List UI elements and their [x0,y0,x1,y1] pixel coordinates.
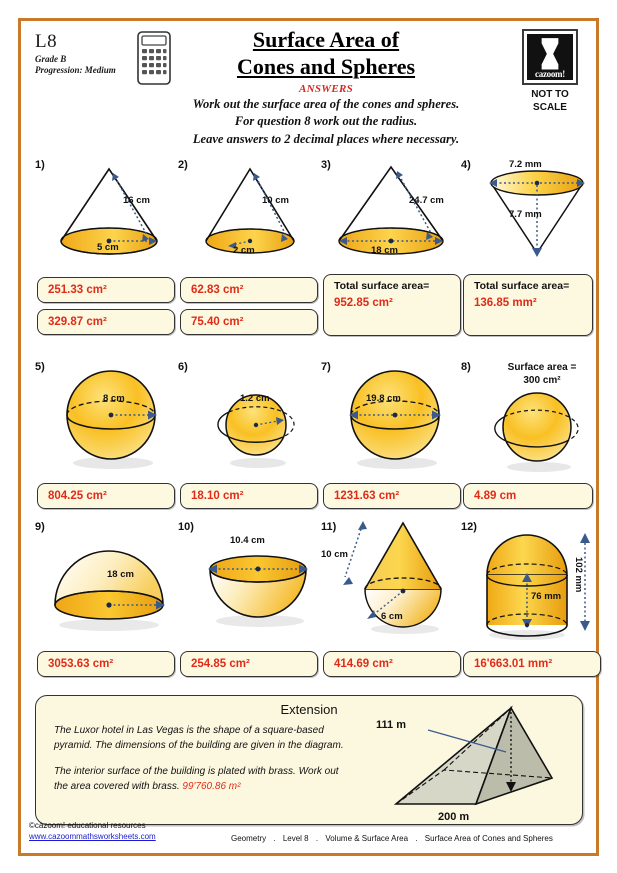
question-number: 6) [178,361,188,373]
brand-logo-block [518,29,582,114]
dimension-label: 6 cm [381,611,403,622]
worksheet-page [18,18,599,856]
instruction-line-3: Leave answers to 2 decimal places where necessary. [192,131,460,146]
breadcrumb-separator: . [315,834,319,843]
answer-box [37,651,175,677]
question-number: 11) [321,521,337,533]
answer-box [323,274,461,336]
dimension-label: 8 cm [103,393,125,404]
bowl-figure [200,549,318,635]
dimension-label: 16 cm [123,195,150,206]
answer-box [323,651,461,677]
question-number: 8) [461,361,471,373]
extension-title: Extension [280,702,338,717]
question-row-1 [21,159,596,341]
question-number: 12) [461,521,477,533]
dimension-label: 10 cm [262,195,289,206]
extension-paragraph-2-text: The interior surface of the building is plated with brass. Work out the area covered with brass. [54,766,339,792]
answer-value: 4.89 cm [474,490,517,502]
given-label-line2: 300 cm² [523,375,561,386]
dimension-label: 10 cm [321,549,348,560]
answer-box [463,483,593,509]
question-number: 5) [35,361,45,373]
answer-box [180,309,318,335]
answer-value: 75.40 cm² [191,316,244,328]
dimension-label: 7.2 mm [509,159,542,170]
calculator-icon [137,31,171,85]
answer-box [37,309,175,335]
answer-box [323,483,461,509]
cazoom-logo [522,29,578,85]
instruction-line-2: For question 8 work out the radius. [234,114,418,129]
answer-box [37,483,175,509]
answer-box [180,651,318,677]
worksheet-footer [21,821,596,851]
dimension-label: 18 cm [107,569,134,580]
website-link[interactable]: www.cazoommathsworksheets.com [29,832,156,841]
answer-value: 136.85 mm² [474,297,537,309]
answers-tag: ANSWERS [298,82,354,95]
hemisphere-figure [45,543,175,633]
breadcrumb-separator: . [415,834,418,843]
answer-value: 1231.63 cm² [334,490,400,502]
answer-value: 3053.63 cm² [48,658,114,670]
extension-paragraph-1: The Luxor hotel in Las Vegas is the shape of a square-based pyramid. The dimensions of the building are given in the diagram. [54,725,344,751]
pyramid-height-label: 111 m [376,719,406,731]
question-number: 2) [178,159,188,171]
given-surface-area-label [487,361,597,387]
cone-figure [198,163,316,261]
breadcrumb-item-4: Surface Area of Cones and Spheres [424,834,553,843]
breadcrumb [231,834,553,843]
breadcrumb-item-1: Geometry [231,834,267,843]
title-block [181,27,471,147]
answer-value: 254.85 cm² [191,658,250,670]
answer-label: Total surface area= [474,280,570,292]
answer-box [37,277,175,303]
instruction-line-1: Work out the surface area of the cones and spheres. [192,96,460,111]
dimension-label: 24.7 cm [409,195,444,206]
extension-paragraph-2 [54,765,354,794]
answer-value: 251.33 cm² [48,284,107,296]
grade-label: Grade B [35,54,67,64]
question-number: 3) [321,159,331,171]
question-number: 4) [461,159,471,171]
copyright-text: ©cazoom! educational resources [29,821,146,830]
breadcrumb-separator: . [273,834,276,843]
answer-value: 18.10 cm² [191,490,244,502]
progression-label: Progression: Medium [35,65,116,75]
question-number: 10) [178,521,194,533]
level-code: L8 [35,31,58,52]
pyramid-base-label: 200 m [438,811,470,822]
not-to-scale-line2: SCALE [533,101,567,113]
dimension-label: 2 cm [233,245,255,256]
pyramid-figure [366,704,571,822]
answer-value: 414.69 cm² [334,658,393,670]
answer-box [180,483,318,509]
answer-label: Total surface area= [334,280,430,292]
breadcrumb-item-2: Level 8 [282,834,309,843]
extension-answer: 99'760.86 m² [182,780,241,792]
extension-panel [35,695,583,825]
dimension-label: 7.7 mm [509,209,542,220]
answer-value: 804.25 cm² [48,490,107,502]
dimension-label: 19.8 cm [366,393,401,404]
question-number: 9) [35,521,45,533]
sphere-figure [491,387,591,473]
breadcrumb-item-3: Volume & Surface Area [325,834,409,843]
answer-value: 62.83 cm² [191,284,244,296]
level-block [35,31,116,75]
page-title-line1: Surface Area of [252,27,400,52]
extension-body [54,724,354,794]
logo-wordmark: cazoom! [535,69,565,79]
dimension-label: 10.4 cm [230,535,265,546]
sphere-figure [341,367,457,469]
page-title-line2: Cones and Spheres [236,53,416,79]
answer-value: 952.85 cm² [334,297,393,309]
question-row-2 [21,361,596,521]
question-number: 1) [35,159,45,171]
dimension-label: 5 cm [97,242,119,253]
question-row-3 [21,521,596,691]
not-to-scale-line1: NOT TO [531,89,569,100]
dimension-label: 18 cm [371,245,398,256]
sphere-figure [57,367,173,469]
answer-box [180,277,318,303]
given-label-line1: Surface area = [507,362,577,373]
answer-value: 329.87 cm² [48,316,107,328]
dimension-label: 102 mm [573,557,584,593]
answer-box [463,651,601,677]
worksheet-header [21,21,596,153]
dimension-label: 76 mm [531,591,562,602]
answer-value: 16'663.01 mm² [474,658,553,670]
answer-box [463,274,593,336]
question-number: 7) [321,361,331,373]
dimension-label: 1.2 cm [240,393,270,404]
